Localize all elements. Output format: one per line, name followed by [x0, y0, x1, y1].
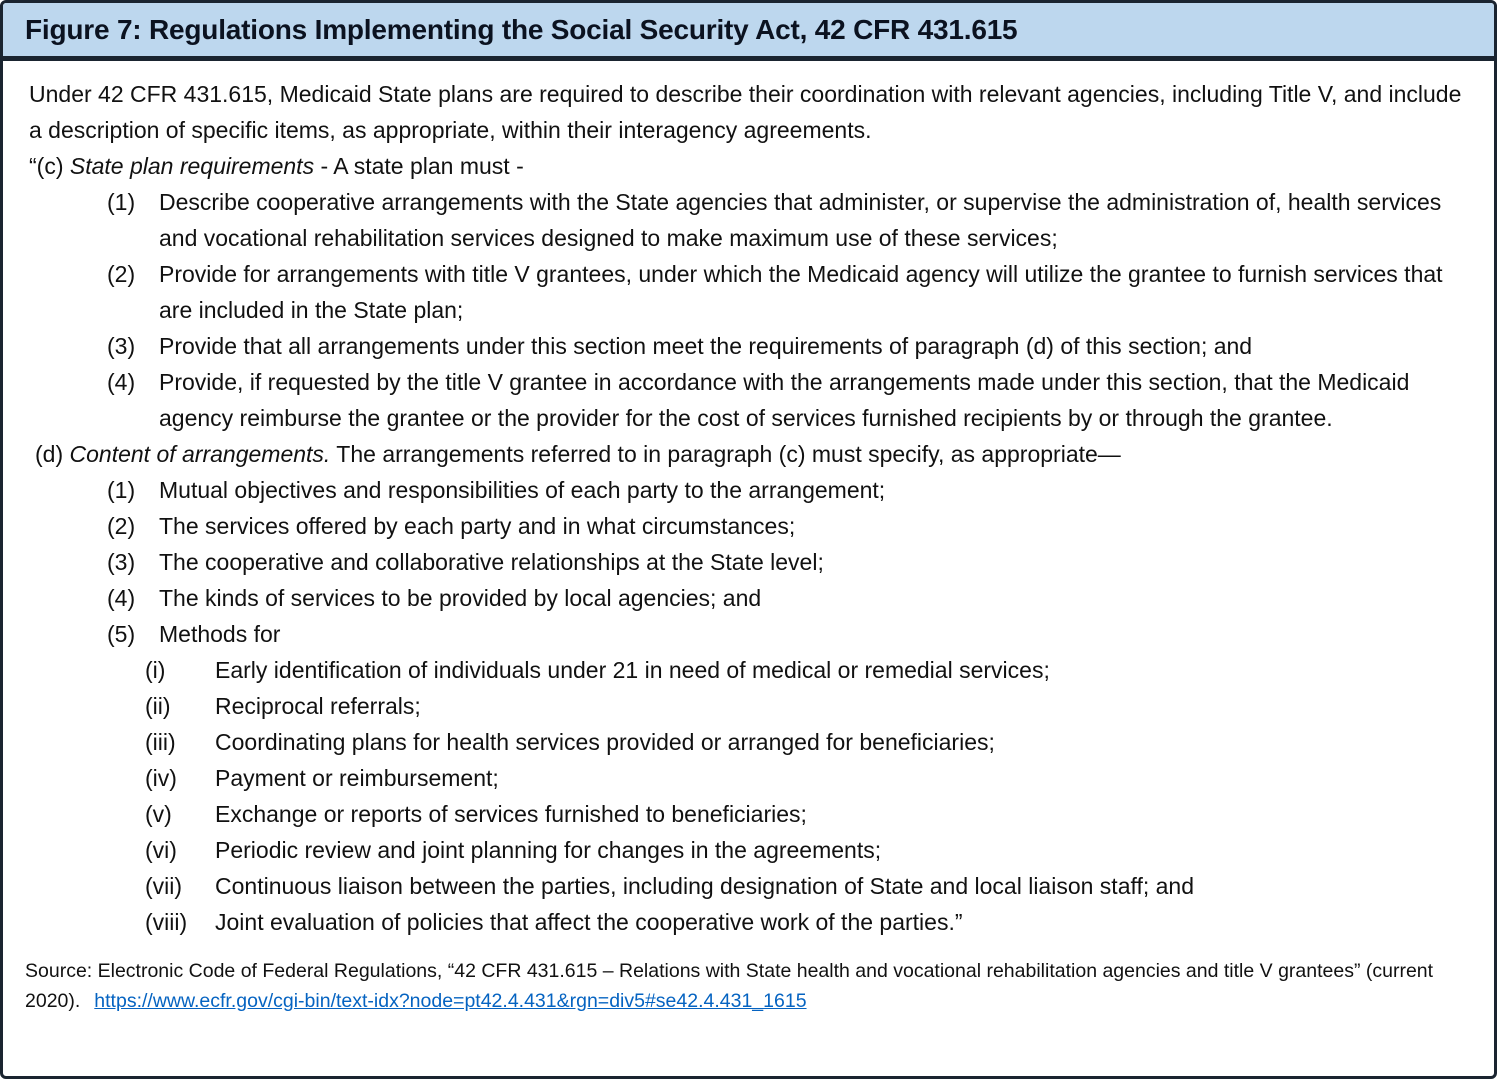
list-item — [145, 724, 1468, 760]
list-item — [145, 904, 1468, 940]
list-item — [145, 688, 1468, 724]
list-item — [107, 256, 1468, 328]
list-item-text: The kinds of services to be provided by local agencies; and — [159, 585, 762, 611]
list-item-text: Describe cooperative arrangements with the State agencies that administer, or supervise the administration of, health services and vocational rehabilitation services designed to make maximum use of these services; — [159, 189, 1442, 251]
list-item-text: Provide, if requested by the title V grantee in accordance with the arrangements made under this section, that the Medicaid agency reimburse the grantee or the provider for the cost of services furnished recipients by or through the grantee. — [159, 369, 1410, 431]
section-c-prefix: “(c) — [29, 153, 70, 179]
list-item-label: (4) — [107, 585, 136, 611]
section-d-list — [29, 472, 1468, 652]
figure-body — [3, 61, 1494, 940]
source-text: Source: Electronic Code of Federal Regulations, “42 CFR 431.615 – Relations with State health and vocational rehabilitation agencies and title V grantees” (current 2020). — [25, 960, 1434, 1012]
list-item-text: Reciprocal referrals; — [215, 693, 421, 719]
list-item-label: (vii) — [145, 873, 183, 899]
list-item — [107, 328, 1468, 364]
list-item-label: (1) — [107, 189, 136, 215]
figure-title: Figure 7: Regulations Implementing the Social Security Act, 42 CFR 431.615 — [3, 3, 1494, 61]
source-note — [3, 940, 1494, 1016]
source-link[interactable]: https://www.ecfr.gov/cgi-bin/text-idx?node=pt42.4.431&rgn=div5#se42.4.431_1615 — [94, 990, 807, 1012]
list-item-label: (iv) — [145, 765, 177, 791]
section-c-heading: State plan requirements — [69, 153, 315, 179]
list-item-label: (iii) — [145, 729, 176, 755]
list-item-text: The services offered by each party and in what circumstances; — [159, 513, 796, 539]
list-item — [107, 616, 1468, 652]
list-item-text: Provide for arrangements with title V grantees, under which the Medicaid agency will utilize the grantee to furnish services that are included in the State plan; — [159, 261, 1443, 323]
section-c-lead — [29, 148, 1468, 184]
list-item-text: Joint evaluation of policies that affect the cooperative work of the parties.” — [215, 909, 963, 935]
list-item-text: Methods for — [159, 621, 281, 647]
section-d-prefix: (d) — [35, 441, 70, 467]
section-c-list — [29, 184, 1468, 436]
list-item-text: The cooperative and collaborative relationships at the State level; — [159, 549, 824, 575]
list-item-label: (v) — [145, 801, 172, 827]
list-item-text: Continuous liaison between the parties, including designation of State and local liaison staff; and — [215, 873, 1195, 899]
list-item-label: (ii) — [145, 693, 171, 719]
list-item-label: (1) — [107, 477, 136, 503]
list-item — [107, 184, 1468, 256]
list-item-label: (4) — [107, 369, 136, 395]
section-c-suffix: - A state plan must - — [314, 153, 524, 179]
list-item-text: Periodic review and joint planning for changes in the agreements; — [215, 837, 882, 863]
list-item-text: Mutual objectives and responsibilities of each party to the arrangement; — [159, 477, 886, 503]
list-item — [107, 580, 1468, 616]
list-item — [145, 796, 1468, 832]
list-item-label: (2) — [107, 261, 136, 287]
list-item-text: Early identification of individuals under 21 in need of medical or remedial services; — [215, 657, 1050, 683]
list-item — [145, 760, 1468, 796]
list-item — [107, 364, 1468, 436]
section-d-heading: Content of arrangements. — [69, 441, 331, 467]
list-item — [145, 868, 1468, 904]
list-item — [145, 652, 1468, 688]
list-item-label: (viii) — [145, 909, 188, 935]
list-item — [107, 508, 1468, 544]
list-item-label: (3) — [107, 549, 136, 575]
list-item-label: (vi) — [145, 837, 177, 863]
section-d-suffix: The arrangements referred to in paragraph (c) must specify, as appropriate— — [330, 441, 1121, 467]
list-item-label: (2) — [107, 513, 136, 539]
list-item-label: (i) — [145, 657, 166, 683]
list-item-label: (3) — [107, 333, 136, 359]
list-item-text: Payment or reimbursement; — [215, 765, 499, 791]
list-item-label: (5) — [107, 621, 136, 647]
list-item-text: Coordinating plans for health services provided or arranged for beneficiaries; — [215, 729, 995, 755]
section-d-methods-sublist — [29, 652, 1468, 940]
list-item — [145, 832, 1468, 868]
list-item — [107, 472, 1468, 508]
section-d-lead — [29, 436, 1468, 472]
list-item-text: Provide that all arrangements under this section meet the requirements of paragraph (d) of this section; and — [159, 333, 1253, 359]
list-item-text: Exchange or reports of services furnished to beneficiaries; — [215, 801, 807, 827]
intro-paragraph: Under 42 CFR 431.615, Medicaid State plans are required to describe their coordination with relevant agencies, including Title V, and include a description of specific items, as appropriate, within their interagency agreements. — [29, 81, 1468, 143]
list-item — [107, 544, 1468, 580]
